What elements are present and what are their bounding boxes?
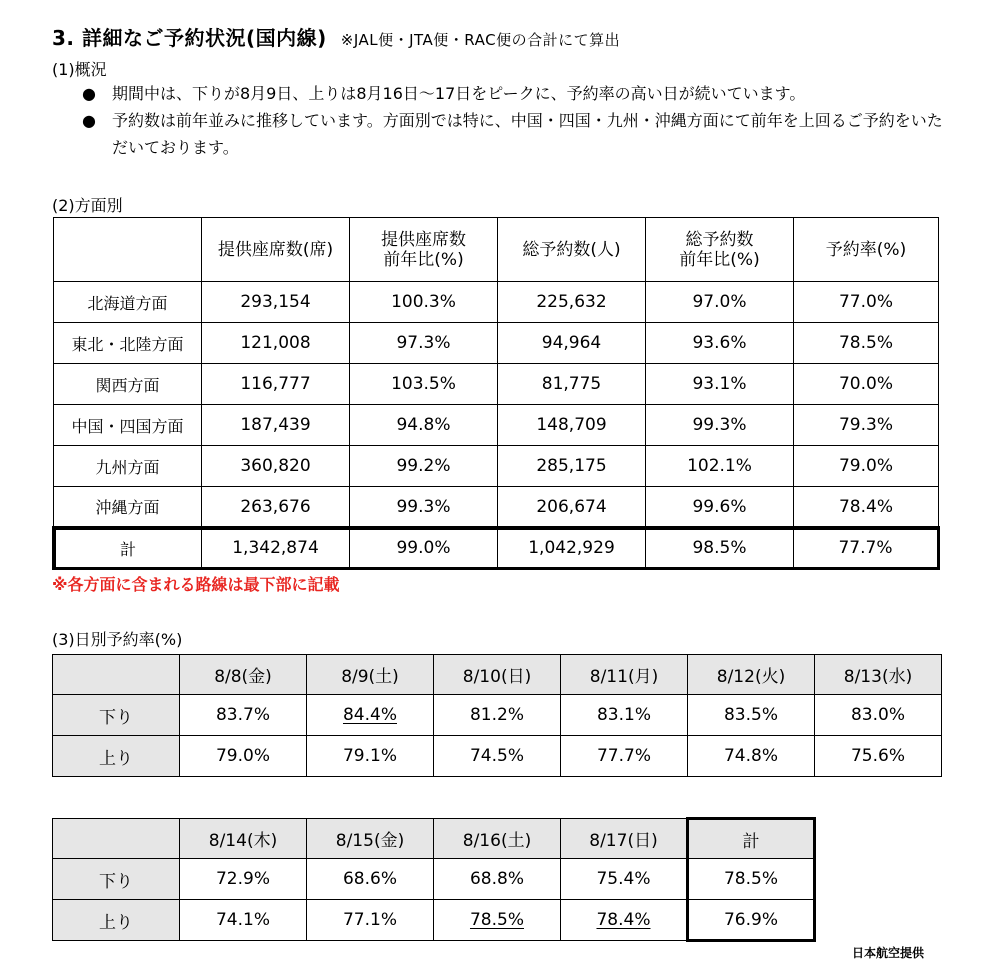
total-cell: 78.5% [688,859,815,900]
cell: 68.8% [434,859,561,900]
cell: 74.8% [688,736,815,777]
cell: 77.7% [561,736,688,777]
cell: 148,709 [498,405,646,446]
peak-value: 84.4% [342,705,397,725]
cell: 79.0% [794,446,939,487]
cell: 98.5% [646,528,794,569]
cell: 93.1% [646,364,794,405]
table-row-up [53,736,942,777]
cell: 78.5% [794,323,939,364]
cell: 68.6% [307,859,434,900]
section-title [52,22,620,51]
cell: 206,674 [498,487,646,528]
total-cell: 76.9% [688,900,815,941]
cell: 74.5% [434,736,561,777]
col-header: 提供座席数(席) [202,218,350,282]
direction-heading: (2)方面別 [52,196,123,215]
cell: 97.3% [350,323,498,364]
cell: 1,342,874 [202,528,350,569]
cell: 83.1% [561,695,688,736]
table-row [54,446,939,487]
total-row [54,528,939,569]
daily-heading: (3)日別予約率(%) [52,630,183,649]
cell: 263,676 [202,487,350,528]
date-header: 8/14(木) [180,819,307,859]
cell: 81.2% [434,695,561,736]
cell: 70.0% [794,364,939,405]
date-header: 8/15(金) [307,819,434,859]
date-header: 8/16(土) [434,819,561,859]
daily-table-2 [52,817,816,942]
peak-value: 78.4% [596,910,651,930]
cell: 99.3% [646,405,794,446]
col-header: 総予約数 前年比(%) [646,218,794,282]
table-row [54,323,939,364]
table-row [54,405,939,446]
cell: 93.6% [646,323,794,364]
table-row-up [53,900,815,941]
row-label: 下り [53,859,180,900]
section-note: ※JAL便・JTA便・RAC便の合計にて算出 [340,31,621,49]
date-header: 8/8(金) [180,655,307,695]
cell: 94,964 [498,323,646,364]
bullet-dot: ● [82,84,96,103]
corner-cell [54,218,202,282]
table-row-down [53,695,942,736]
cell [434,900,561,941]
row-label: 九州方面 [54,446,202,487]
cell: 99.6% [646,487,794,528]
cell: 360,820 [202,446,350,487]
cell [561,900,688,941]
cell: 72.9% [180,859,307,900]
col-header: 予約率(%) [794,218,939,282]
cell: 77.0% [794,282,939,323]
cell: 100.3% [350,282,498,323]
table-row-down [53,859,815,900]
cell: 116,777 [202,364,350,405]
overview-heading: (1)概況 [52,60,107,79]
cell: 79.0% [180,736,307,777]
row-label: 上り [53,900,180,941]
cell: 78.4% [794,487,939,528]
peak-value: 78.5% [469,910,524,930]
direction-table [52,217,940,570]
overview-bullet-1 [82,80,952,107]
cell: 293,154 [202,282,350,323]
cell: 79.1% [307,736,434,777]
cell: 83.5% [688,695,815,736]
row-label: 上り [53,736,180,777]
cell: 97.0% [646,282,794,323]
row-label: 北海道方面 [54,282,202,323]
cell: 83.7% [180,695,307,736]
bullet-text: 予約数は前年並みに推移しています。方面別では特に、中国・四国・九州・沖縄方面にて前年を上回るご予約をいただいております。 [112,111,943,157]
cell: 1,042,929 [498,528,646,569]
cell: 102.1% [646,446,794,487]
row-label: 沖縄方面 [54,487,202,528]
bullet-dot: ● [82,111,96,130]
cell: 225,632 [498,282,646,323]
row-label: 計 [54,528,202,569]
cell: 83.0% [815,695,942,736]
cell: 94.8% [350,405,498,446]
cell: 121,008 [202,323,350,364]
cell: 81,775 [498,364,646,405]
cell: 99.0% [350,528,498,569]
cell: 103.5% [350,364,498,405]
footer-credit: 日本航空提供 [852,946,925,960]
table-row [54,364,939,405]
date-header-row [53,655,942,695]
cell: 285,175 [498,446,646,487]
col-header: 提供座席数 前年比(%) [350,218,498,282]
cell: 187,439 [202,405,350,446]
bullet-text: 期間中は、下りが8月9日、上りは8月16日～17日をピークに、予約率の高い日が続いています。 [112,84,806,103]
date-header: 8/12(火) [688,655,815,695]
cell: 79.3% [794,405,939,446]
table-row [54,282,939,323]
row-label: 中国・四国方面 [54,405,202,446]
date-header: 8/13(水) [815,655,942,695]
total-header: 計 [688,819,815,859]
col-header: 総予約数(人) [498,218,646,282]
date-header-row [53,819,815,859]
row-label: 東北・北陸方面 [54,323,202,364]
overview-bullet-2 [82,107,952,161]
date-header: 8/9(土) [307,655,434,695]
section-title-text: 3. 詳細なご予約状況(国内線) [52,26,327,50]
direction-note: ※各方面に含まれる路線は最下部に記載 [52,575,340,594]
cell: 77.7% [794,528,939,569]
cell: 75.4% [561,859,688,900]
cell [307,695,434,736]
date-header: 8/17(日) [561,819,688,859]
corner-cell [53,655,180,695]
daily-table-1 [52,654,942,777]
cell: 75.6% [815,736,942,777]
row-label: 関西方面 [54,364,202,405]
date-header: 8/11(月) [561,655,688,695]
date-header: 8/10(日) [434,655,561,695]
corner-cell [53,819,180,859]
cell: 74.1% [180,900,307,941]
cell: 99.2% [350,446,498,487]
direction-header-row [54,218,939,282]
row-label: 下り [53,695,180,736]
cell: 99.3% [350,487,498,528]
table-row [54,487,939,528]
cell: 77.1% [307,900,434,941]
